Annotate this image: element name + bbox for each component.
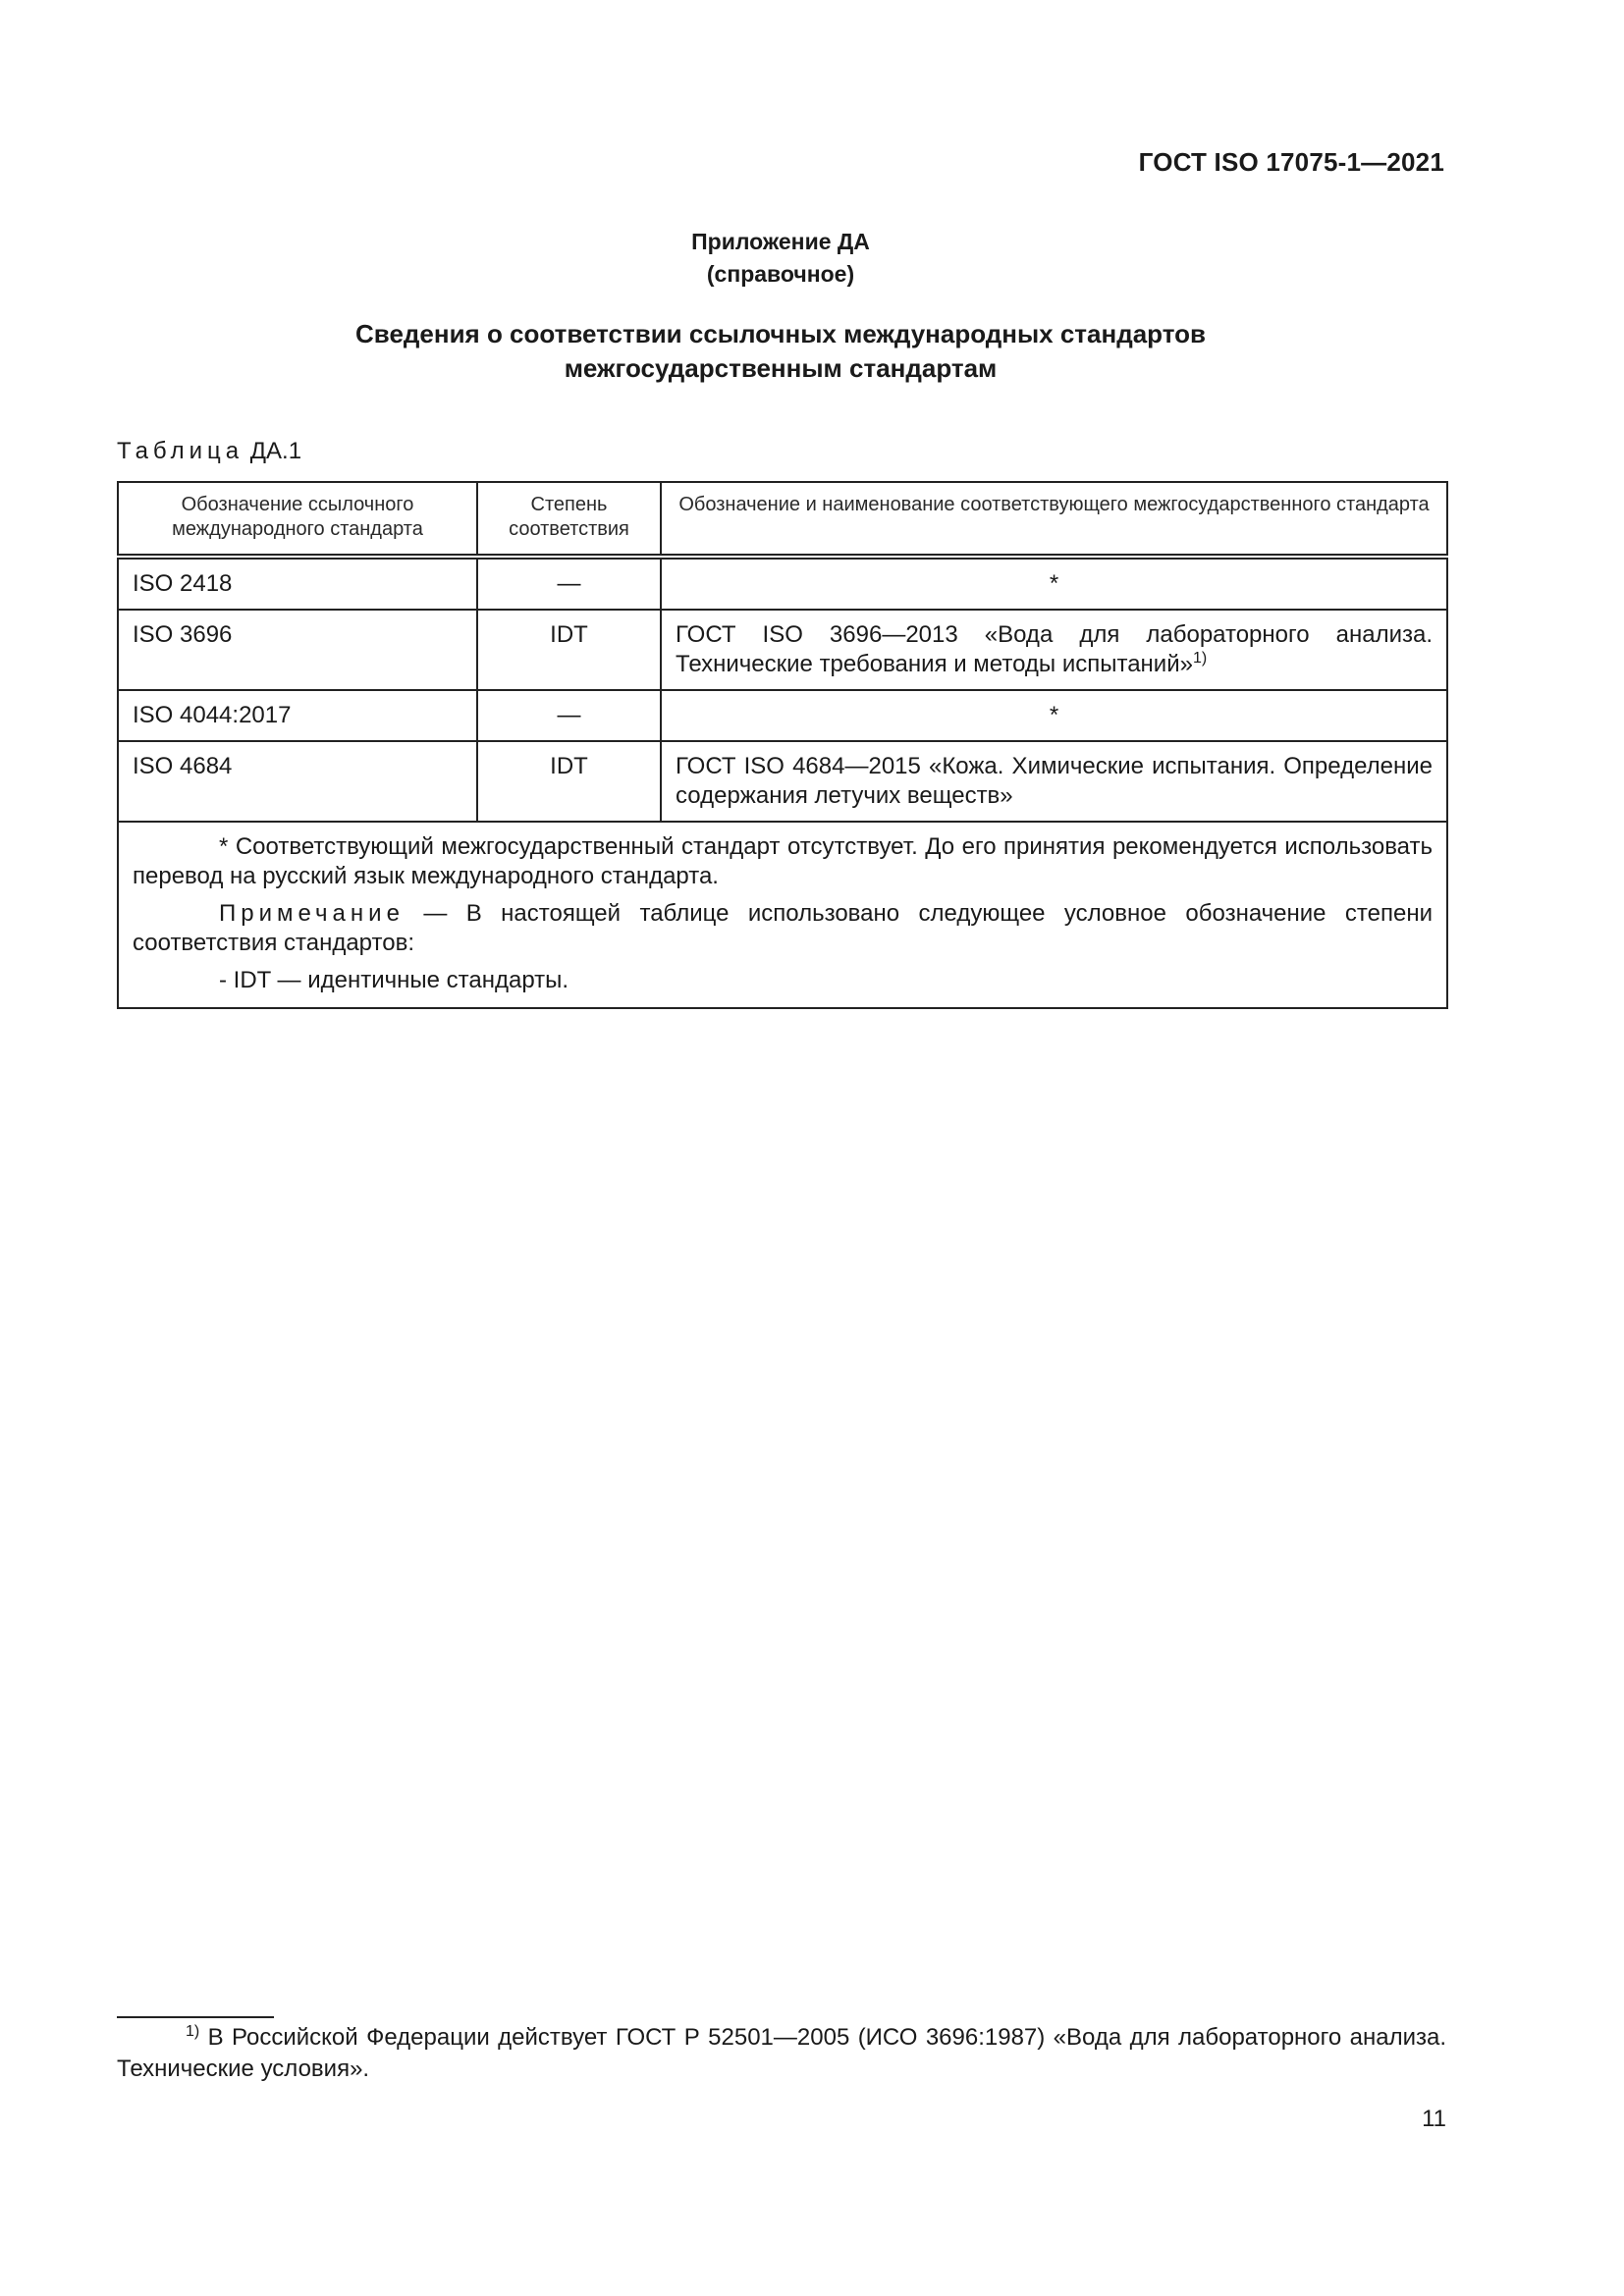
main-title-line-1: Сведения о соответствии ссылочных международных стандартов [355, 319, 1206, 348]
cell-ref: ISO 3696 [118, 610, 477, 690]
note-label: Примечание [219, 900, 405, 927]
table-header-row [118, 482, 1447, 557]
table-row [118, 610, 1447, 690]
document-code: ГОСТ ISO 17075-1—2021 [1138, 147, 1444, 177]
table-row [118, 557, 1447, 610]
table-caption-number: ДА.1 [249, 438, 302, 464]
cell-ref: ISO 2418 [118, 557, 477, 610]
note-text: — В настоящей таблице использовано следующее условное обозначение степени соответствия стандартов: [133, 900, 1433, 956]
table-row [118, 741, 1447, 822]
cell-ref: ISO 4684 [118, 741, 477, 822]
note-list-item: - IDT — идентичные стандарты. [219, 967, 569, 993]
cell-degree: — [477, 557, 661, 610]
footnote-separator [117, 2016, 274, 2018]
main-title [0, 317, 1561, 386]
cell-degree: IDT [477, 610, 661, 690]
footnote-text: В Российской Федерации действует ГОСТ Р 52501—2005 (ИСО 3696:1987) «Вода для лабораторного анализа. Технические условия». [117, 2024, 1446, 2082]
footnote-mark: 1) [186, 2023, 200, 2040]
note-paragraph [133, 899, 1433, 958]
standards-table [117, 481, 1448, 1009]
cell-name: * [661, 690, 1447, 741]
table-caption-word: Таблица [117, 438, 244, 464]
cell-degree: IDT [477, 741, 661, 822]
cell-name [661, 610, 1447, 690]
appendix-title: Приложение ДА [691, 229, 870, 254]
footnote-reference: 1) [1192, 650, 1208, 667]
cell-ref: ISO 4044:2017 [118, 690, 477, 741]
page-number: 11 [1422, 2106, 1446, 2132]
cell-degree: — [477, 690, 661, 741]
table-notes [118, 822, 1447, 1008]
cell-name-text: ГОСТ ISO 3696—2013 «Вода для лабораторного анализа. Технические требования и методы испытаний» [676, 621, 1433, 677]
note-asterisk: * Соответствующий межгосударственный стандарт отсутствует. До его принятия рекомендуется использовать перевод на русский язык международного стандарта. [133, 833, 1433, 889]
appendix-heading [0, 226, 1561, 291]
cell-name: * [661, 557, 1447, 610]
appendix-subtitle: (справочное) [706, 261, 855, 287]
table-caption [117, 438, 301, 465]
cell-name: ГОСТ ISO 4684—2015 «Кожа. Химические испытания. Определение содержания летучих веществ» [661, 741, 1447, 822]
page-footnote [117, 2022, 1446, 2085]
table-notes-row [118, 822, 1447, 1008]
header-interstate-standard: Обозначение и наименование соответствующего межгосударственного стандарта [661, 482, 1447, 557]
header-degree: Степень соответствия [477, 482, 661, 557]
table-row [118, 690, 1447, 741]
main-title-line-2: межгосударственным стандартам [564, 353, 998, 383]
header-ref-standard: Обозначение ссылочного международного стандарта [118, 482, 477, 557]
footnote-mark-wrap [117, 2024, 199, 2051]
